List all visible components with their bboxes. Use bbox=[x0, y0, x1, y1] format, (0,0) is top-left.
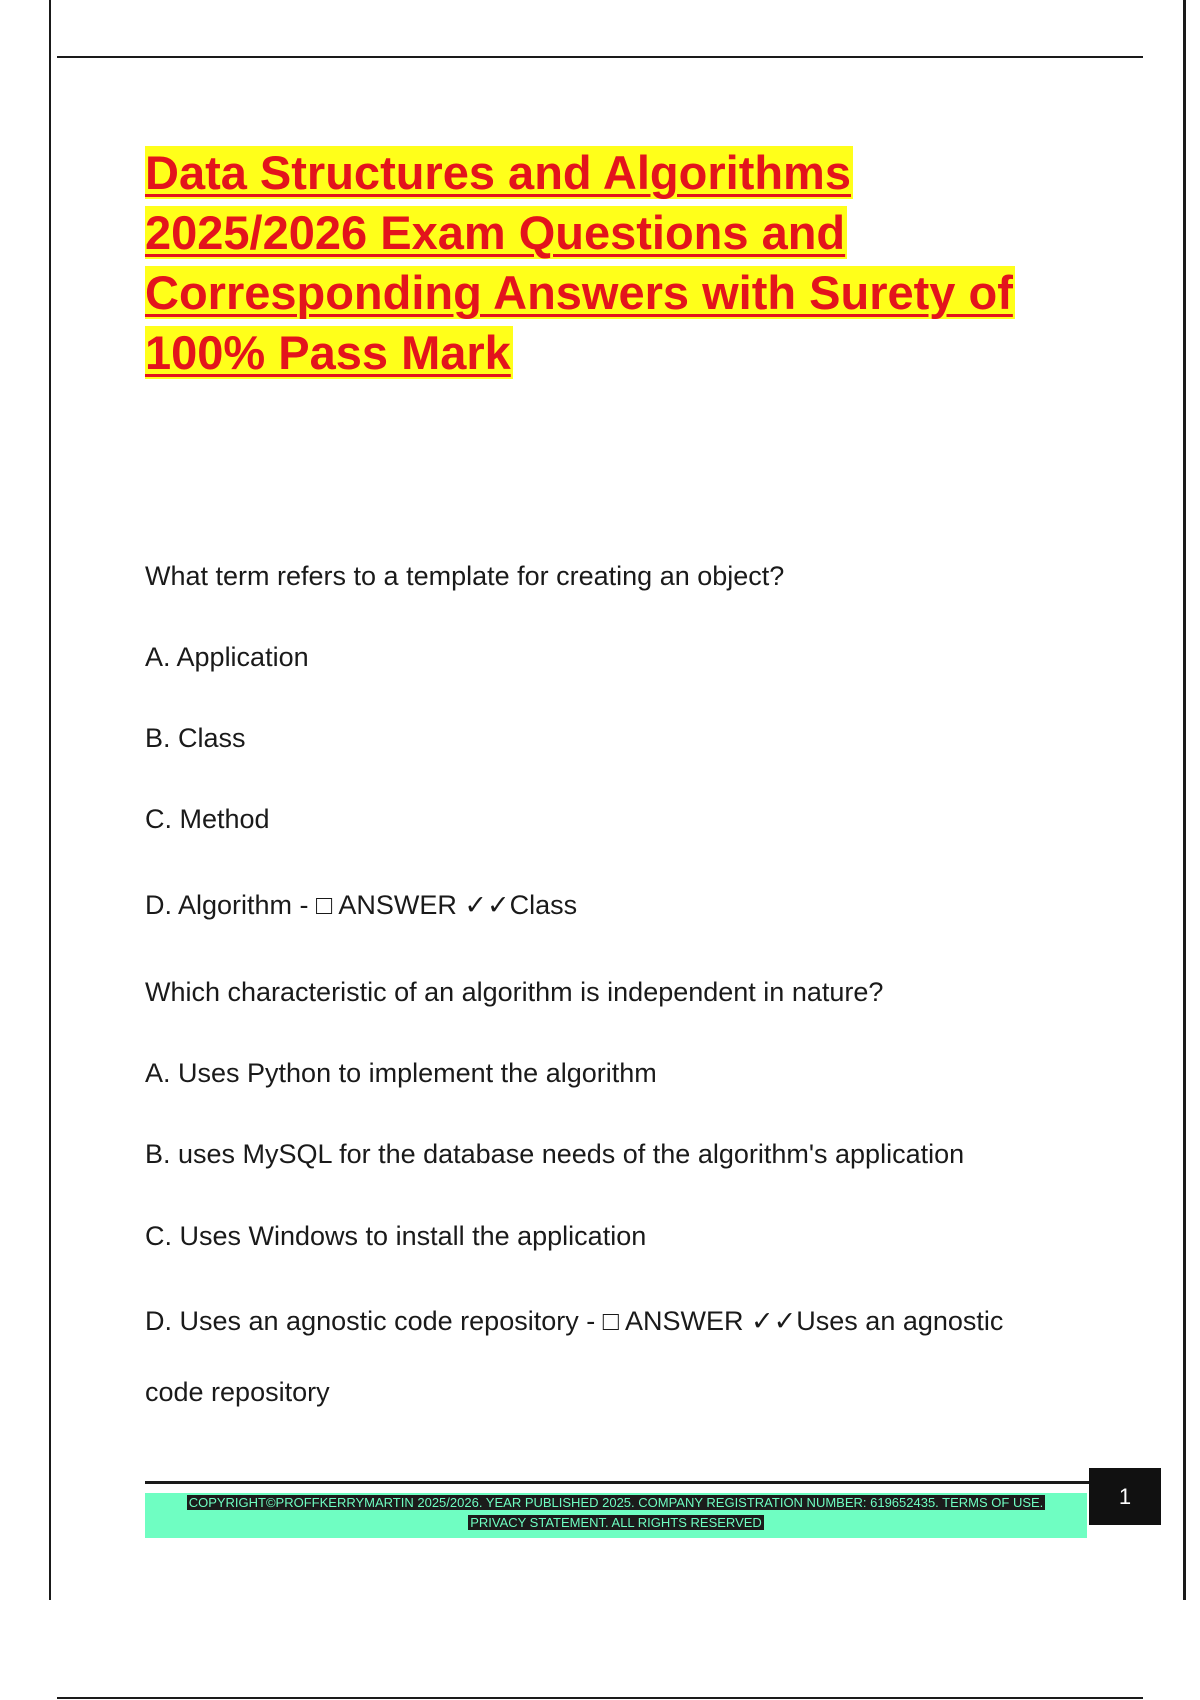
title-line: Corresponding Answers with Surety of bbox=[145, 266, 1013, 319]
page-number: 1 bbox=[1089, 1468, 1161, 1525]
title-line: 2025/2026 Exam Questions and bbox=[145, 206, 846, 259]
question-1-option-a: A. Application bbox=[145, 642, 309, 672]
question-1-option-b: B. Class bbox=[145, 723, 246, 753]
top-rule bbox=[57, 56, 1143, 58]
page-frame-right bbox=[1183, 0, 1186, 1600]
question-2-option-a: A. Uses Python to implement the algorithm bbox=[145, 1058, 657, 1088]
bottom-rule bbox=[57, 1697, 1143, 1699]
question-2-option-b: B. uses MySQL for the database needs of the algorithm's application bbox=[145, 1139, 965, 1169]
question-2-answer-continuation: code repository bbox=[145, 1377, 330, 1407]
question-1-option-c: C. Method bbox=[145, 804, 270, 834]
title-line: 100% Pass Mark bbox=[145, 326, 511, 379]
document-title bbox=[145, 143, 1095, 383]
copyright-line-2: PRIVACY STATEMENT. ALL RIGHTS RESERVED bbox=[470, 1515, 762, 1530]
copyright-footer bbox=[145, 1493, 1087, 1538]
page-frame-left bbox=[49, 0, 51, 1600]
question-2-text: Which characteristic of an algorithm is independent in nature? bbox=[145, 977, 884, 1007]
question-1-text: What term refers to a template for creating an object? bbox=[145, 561, 785, 591]
title-line: Data Structures and Algorithms bbox=[145, 146, 851, 199]
question-1-option-d-answer: D. Algorithm - □ ANSWER ✓✓Class bbox=[145, 890, 578, 920]
copyright-line-1: COPYRIGHT©PROFFKERRYMARTIN 2025/2026. YEAR PUBLISHED 2025. COMPANY REGISTRATION NUMBER: 619652435. TERMS OF USE. bbox=[188, 1495, 1044, 1510]
question-2-option-d-answer: D. Uses an agnostic code repository - □ ANSWER ✓✓Uses an agnostic bbox=[145, 1306, 1004, 1336]
question-2-option-c: C. Uses Windows to install the application bbox=[145, 1221, 647, 1251]
footer-rule bbox=[145, 1481, 1090, 1484]
